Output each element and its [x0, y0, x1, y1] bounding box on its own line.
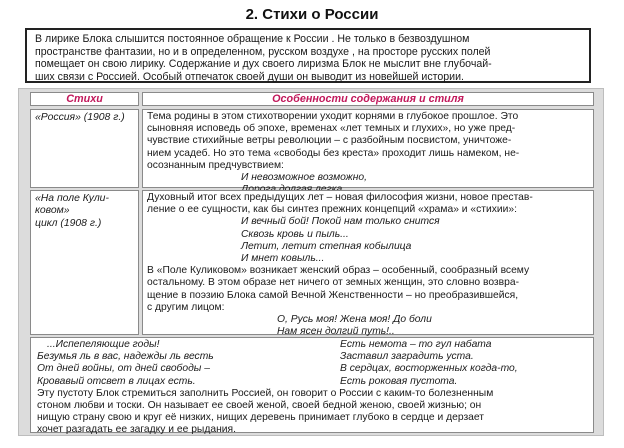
intro-line: помещает он свою лирику. Содержание и дух своего лиризма Блок не мыслит вне глубочай- [35, 58, 492, 71]
text-line: нием усадеб. Но это тема «свободы без креста» проходит лишь намеком, не- [147, 147, 520, 159]
verse-line: Есть роковая пустота. [340, 375, 458, 387]
verse-line: Заставил заградить уста. [340, 351, 474, 363]
text-line: с другим лицом: [147, 301, 225, 313]
poem-title: «На поле Кули- [35, 193, 109, 204]
verse-line: Сквозь кровь и пыль... [241, 228, 349, 240]
text-line: Тема родины в этом стихотворении уходит корнями в глубокое прошлое. Это [147, 111, 519, 122]
text-line: Духовный итог всех предыдущих лет – новая философия жизни, новое престав- [147, 192, 533, 203]
verse-line: От дней войны, от дней свободы – [37, 363, 210, 375]
text-line: стоном любви и тоски. Он называет ее своей женой, своей бедной женою, своей жизнью; он [37, 400, 482, 412]
text-line: хочет разгадать ее загадку и ее рыдания. [37, 424, 236, 436]
text-line: чувствие стихийные ветры революции – с разбойным посвистом, уничтоже- [147, 135, 512, 147]
verse-right [340, 339, 587, 388]
poem-title: «Россия» (1908 г.) [35, 112, 125, 123]
text-line: остальному. В этом образе нет ничего от земных женщин, это словно возвра- [147, 277, 520, 289]
verse-left [37, 339, 340, 388]
text-line: сыновняя исповедь об эпохе, временах «лет темных и глухих», но уже пред- [147, 123, 516, 135]
text-line: нищую страну свою и круг её низких, нищих деревень принимает глубоко в сердце и дерзает [37, 412, 485, 424]
page-title: 2. Стихи о России [245, 6, 379, 23]
poem-title: ковом» [35, 205, 70, 217]
bottom-cell [30, 337, 594, 436]
verse-line: Безумья ль в вас, надежды ль весть [37, 351, 214, 363]
header-features: Особенности содержания и стиля [142, 92, 594, 106]
verse-line: ...Испепеляющие годы! [47, 339, 160, 350]
intro-box [25, 28, 591, 83]
verse-line: И мнет ковыль... [241, 253, 325, 265]
text-line: осознанным предчувствием: [147, 159, 284, 171]
poem-cell-russia [30, 109, 139, 188]
text-line: Эту пустоту Блок стремиться заполнить Россией, он говорит о России с каким-то болезненным [37, 387, 494, 399]
verse-line: О, Русь моя! Жена моя! До боли [277, 314, 432, 326]
verse-line: Летит, летит степная кобылица [241, 240, 412, 252]
intro-line: В лирике Блока слышится постоянное обращение к России . Не только в безвоздушном [35, 33, 470, 45]
verse-line: И вечный бой! Покой нам только снится [241, 216, 440, 228]
intro-line: пространстве фантазии, но и в определенном, русском воздухе , на просторе русских полей [35, 45, 491, 58]
verse-line: В сердцах, восторженных когда-то, [340, 363, 518, 375]
verse-line: Нам ясен долгий путь!.. [277, 326, 395, 338]
header-poems: Стихи [30, 92, 139, 106]
intro-line: ших связи с Россией. Особый отпечаток своей души он выводит из новейшей истории. [35, 70, 464, 83]
poem-title: цикл (1908 г.) [35, 217, 102, 229]
poems-table [18, 88, 604, 436]
features-cell-russia [142, 109, 594, 188]
text-line: В «Поле Куликовом» возникает женский образ – особенный, сообразный всему [147, 265, 530, 277]
features-cell-kulikovo [142, 190, 594, 338]
text-line: ление о ее сущности, как бы синтез прежних концепций «храма» и «стихии»: [147, 204, 517, 216]
verse-line: Кровавый отсвет в лицах есть. [37, 375, 196, 387]
verse-line: И невозможное возможно, [241, 172, 368, 184]
poem-cell-kulikovo [30, 190, 139, 335]
text-line: щение в поэзию Блока самой Вечной Женственности – но преобразившейся, [147, 289, 519, 301]
verse-line: Есть немота – то гул набата [340, 339, 492, 350]
